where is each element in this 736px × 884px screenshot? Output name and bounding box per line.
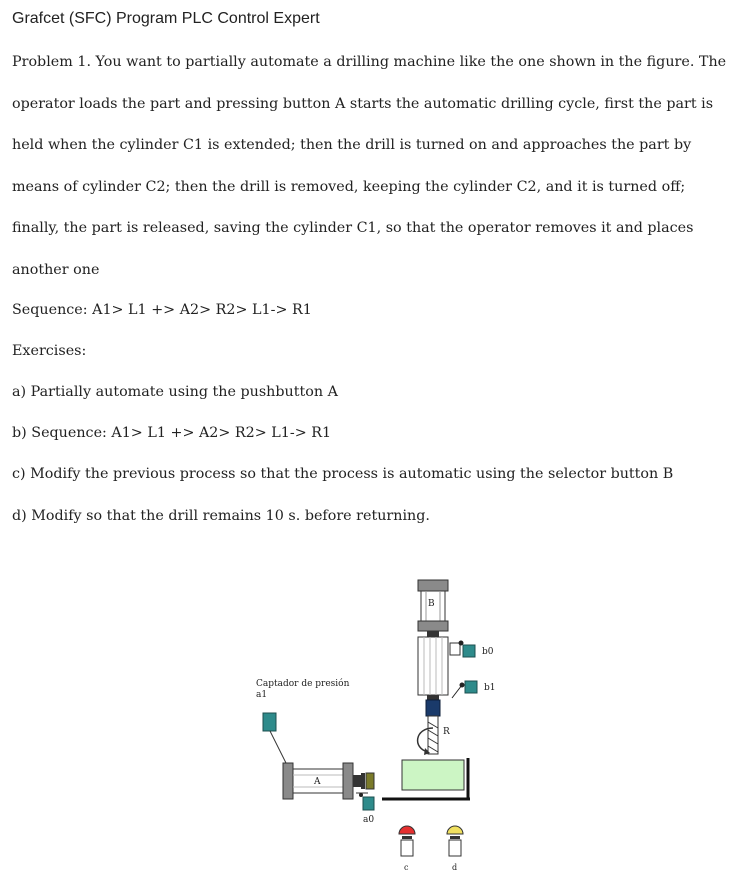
b0-label: b0: [482, 647, 494, 657]
page-title: Grafcet (SFC) Program PLC Control Expert: [12, 10, 320, 27]
problem-statement: Problem 1. You want to partially automate a drilling machine like the one shown in the figure. The operator loads the part and pressing button A starts the automatic drilling cycle, first the part is held when the cylinder C1 is extended; then the drill is turned on and approaches the part by means of cylinder C2; then the drill is removed, keeping the cylinder C2, and it is turned off; finally, the part is released, saving the cylinder C1, so that the operator removes it and places another one: [12, 54, 727, 278]
exercise-c: c) Modify the previous process so that the process is automatic using the selector button B: [12, 466, 674, 482]
a1-label: a1: [256, 690, 268, 700]
rotation-label: R: [443, 727, 450, 737]
sequence-line: Sequence: A1> L1 +> A2> R2> L1-> R1: [12, 302, 312, 318]
a0-label: a0: [363, 815, 375, 825]
exercise-d: d) Modify so that the drill remains 10 s. before returning.: [12, 508, 430, 524]
pressure-sensor-label: Captador de presión: [256, 679, 350, 689]
sensor-a0: [356, 793, 374, 825]
b1-label: b1: [484, 683, 496, 693]
exercise-a: a) Partially automate using the pushbutton A: [12, 384, 338, 400]
pressure-sensor-a1: [256, 678, 350, 765]
cylinder-b-label: B: [428, 599, 435, 609]
button-c: [399, 826, 415, 872]
button-d: [447, 826, 463, 872]
exercises-heading: Exercises:: [12, 343, 87, 359]
d-label: d: [452, 863, 458, 872]
c-label: c: [404, 863, 409, 872]
exercise-b: b) Sequence: A1> L1 +> A2> R2> L1-> R1: [12, 425, 332, 441]
drill: [418, 700, 450, 755]
sensor-b1: [452, 681, 496, 698]
sensor-b0: [450, 641, 494, 658]
workpiece-table: [382, 758, 470, 800]
cylinder-a-label: A: [314, 777, 321, 787]
cylinder-b: [418, 580, 448, 700]
